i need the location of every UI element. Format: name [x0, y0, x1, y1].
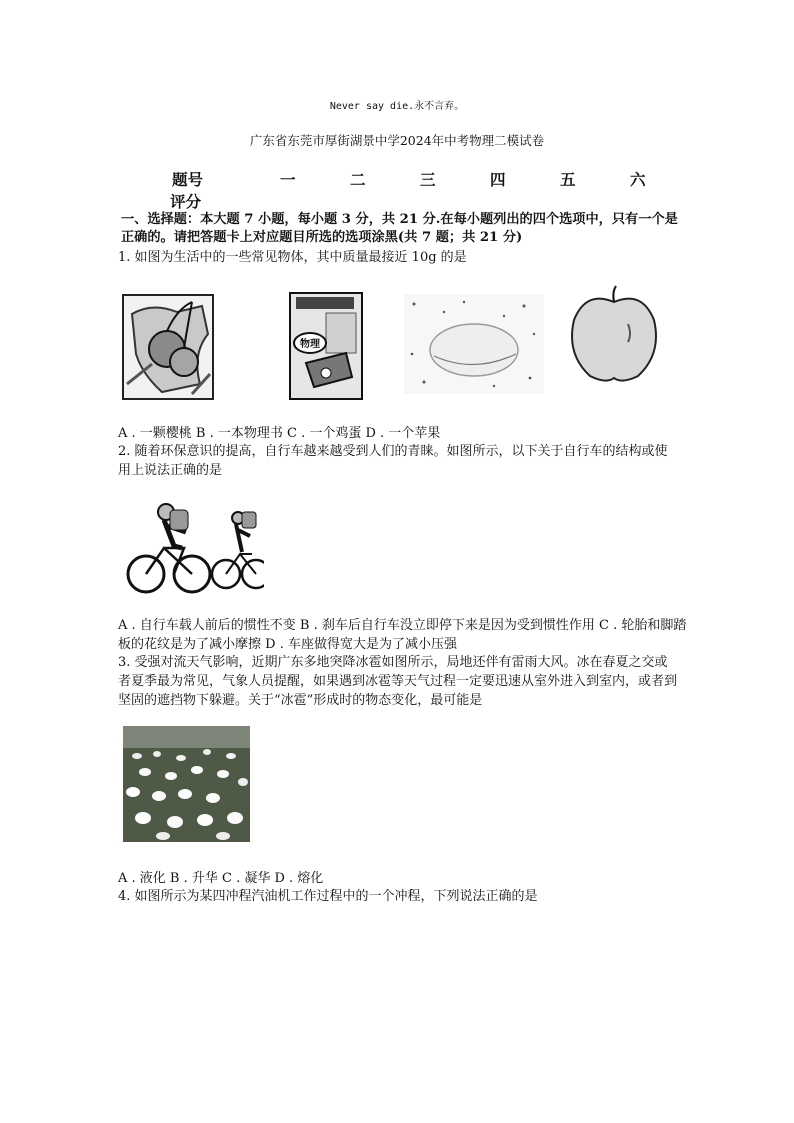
score-col-5: 五 — [560, 170, 576, 189]
score-label: 评分 — [170, 192, 202, 211]
book-cover-label: 物理 — [300, 339, 320, 350]
score-col-1: 一 — [280, 170, 296, 189]
score-col-6: 六 — [630, 170, 646, 189]
score-table-header-row — [170, 168, 670, 188]
question-1-stem: 1. 如图为生活中的一些常见物体，其中质量最接近 10g 的是 — [118, 250, 467, 265]
question-3-stem: 3. 受强对流天气影响，近期广东多地突降冰雹如图所示，局地还伴有雷雨大风。冰在春夏之交或者夏季最为常见，气象人员提醒，如果遇到冰雹等天气过程一定要迅速从室外进入到室内，或者到坚固的遮挡物下躲避。关于“冰雹”形成时的物态变化，最可能是 — [118, 655, 678, 708]
score-col-3: 三 — [420, 170, 436, 189]
question-1-options: A . 一颗樱桃 B . 一本物理书 C . 一个鸡蛋 D . 一个苹果 — [118, 426, 441, 441]
exam-title: 广东省东莞市厚街湖景中学2024年中考物理二模试卷 — [249, 133, 545, 148]
apple-image — [566, 284, 662, 386]
question-2-options: A . 自行车载人前后的惯性不变 B . 刹车后自行车没立即停下来是因为受到惯性作用 C . 轮胎和脚踏板的花纹是为了减小摩擦 D . 车座做得宽大是为了减小压强 — [118, 618, 687, 652]
cherry-image — [122, 294, 214, 400]
physics-book-image — [286, 291, 364, 401]
cyclists-image — [124, 496, 264, 596]
hail-image — [123, 726, 250, 842]
motto: Never say die.永不言弃。 — [329, 101, 465, 112]
question-2-stem: 2. 随着环保意识的提高，自行车越来越受到人们的青睐。如图所示，以下关于自行车的结构或使用上说法正确的是 — [118, 444, 668, 478]
question-3-options: A . 液化 B . 升华 C . 凝华 D . 熔化 — [118, 871, 324, 886]
egg-image — [404, 294, 544, 394]
score-col-2: 二 — [350, 170, 366, 189]
score-col-4: 四 — [490, 170, 506, 189]
question-4-stem: 4. 如图所示为某四冲程汽油机工作过程中的一个冲程，下列说法正确的是 — [118, 889, 538, 904]
score-table-row-label: 题号 — [172, 170, 204, 189]
section-heading: 一、选择题：本大题 7 小题，每小题 3 分，共 21 分.在每小题列出的四个选项中，只有一个是正确的。请把答题卡上对应题目所选的选项涂黑(共 7 题；共 21 分) — [121, 212, 678, 245]
